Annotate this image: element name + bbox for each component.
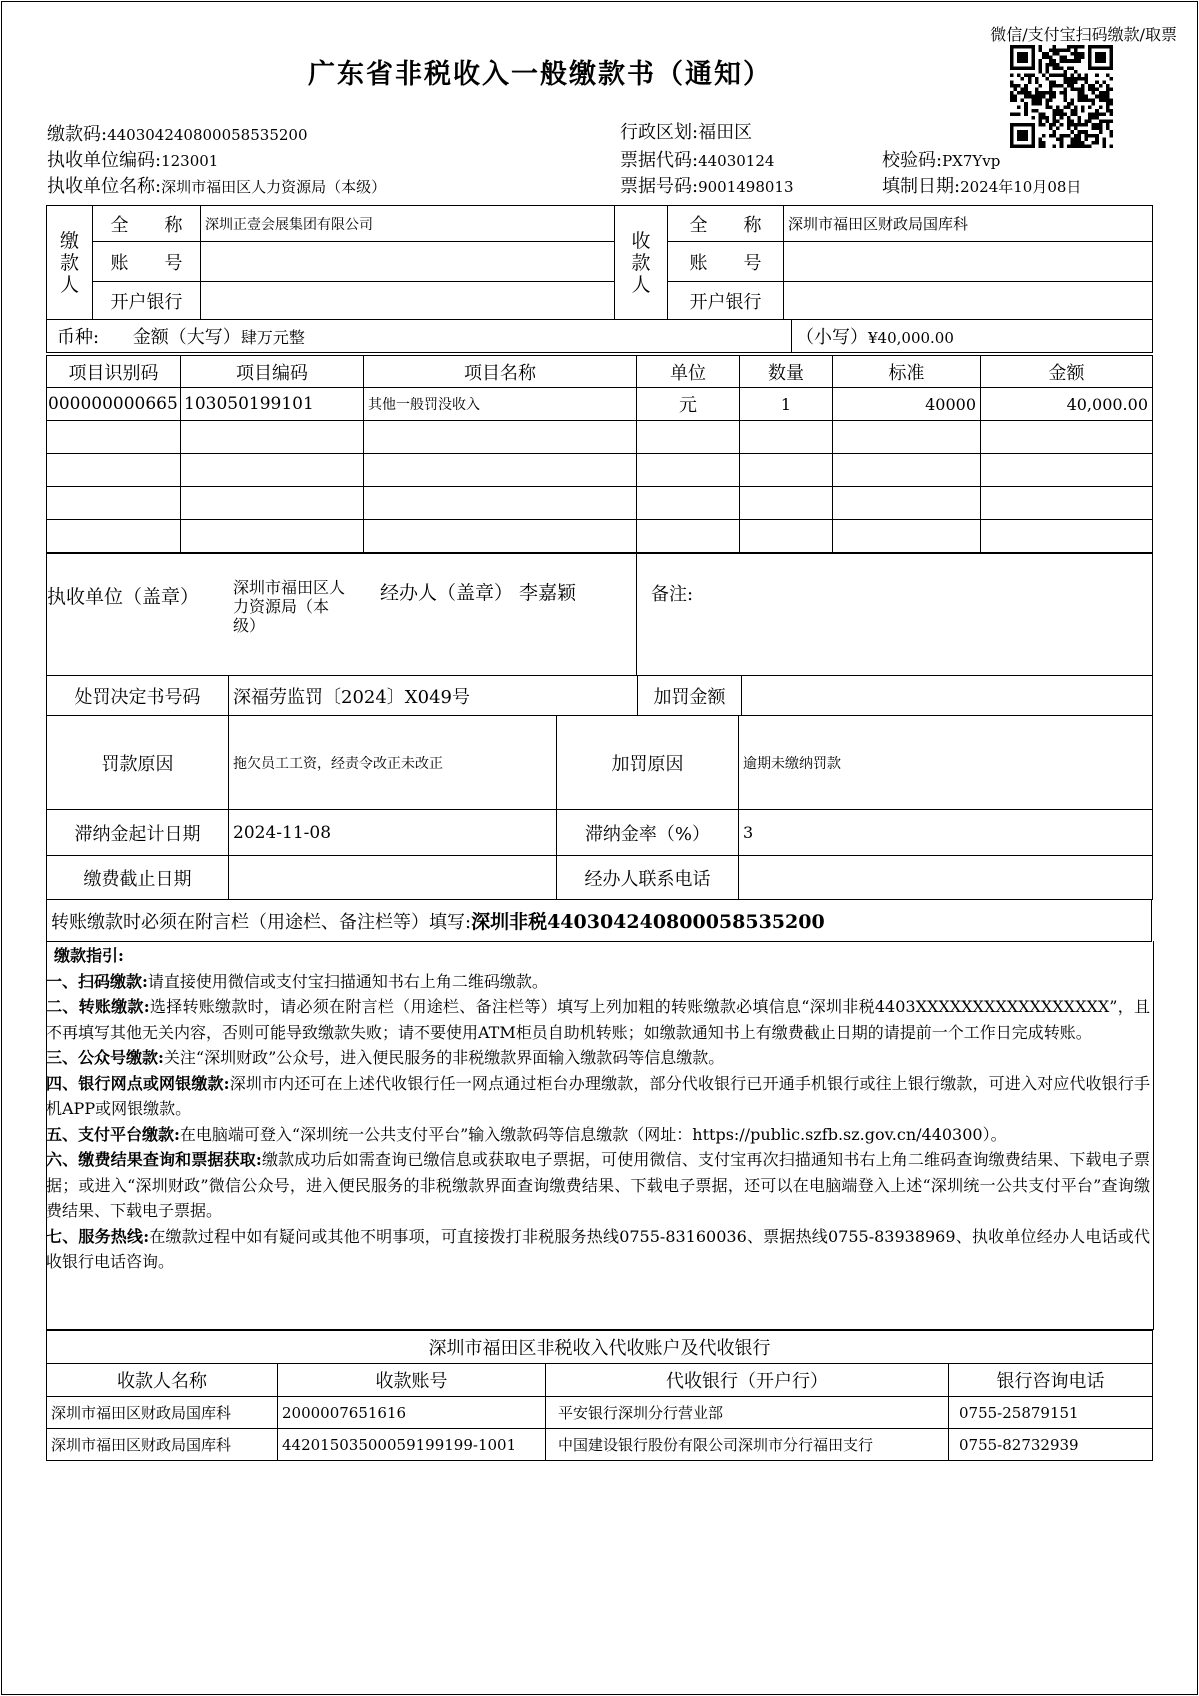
bank-header-row bbox=[47, 1364, 1153, 1397]
guide-title: 缴款指引: bbox=[54, 946, 124, 965]
table-row bbox=[47, 454, 1153, 487]
payment-code: 缴款码:440304240800058535200 bbox=[47, 124, 308, 145]
bank-phone: 0755-25879151 bbox=[949, 1397, 1153, 1429]
payee-name-label: 全 称 bbox=[668, 206, 784, 242]
table-row bbox=[47, 388, 1153, 421]
payer-side-label: 缴款人 bbox=[47, 206, 93, 320]
bank-account: 44201503500059199199-1001 bbox=[278, 1429, 546, 1461]
unit-code-value: 123001 bbox=[161, 152, 219, 170]
extra-reason-label: 加罚原因 bbox=[557, 716, 739, 810]
table-row bbox=[47, 1429, 1153, 1461]
payment-code-value: 440304240800058535200 bbox=[107, 126, 308, 144]
extra-amount bbox=[742, 676, 1153, 716]
extra-amount-label: 加罚金额 bbox=[638, 676, 742, 716]
guide-item: 七、服务热线:在缴款过程中如有疑问或其他不明事项，可直接拨打非税服务热线0755-83160036、票据热线0755-83938969、执收单位经办人电话或代收银行电话咨询。 bbox=[46, 1226, 1150, 1271]
seal-cell bbox=[47, 554, 637, 676]
region: 行政区划:福田区 bbox=[620, 122, 753, 143]
amount-big-value: 肆万元整 bbox=[240, 328, 305, 347]
item-name: 其他一般罚没收入 bbox=[364, 388, 637, 421]
bill-no: 票据号码:9001498013 bbox=[620, 176, 794, 197]
deadline bbox=[229, 856, 557, 900]
reason-label: 罚款原因 bbox=[47, 716, 229, 810]
decision-no-label: 处罚决定书号码 bbox=[47, 676, 229, 716]
transfer-table bbox=[46, 899, 1152, 942]
late-start: 2024-11-08 bbox=[229, 810, 557, 856]
bill-code-value: 44030124 bbox=[698, 152, 775, 170]
unit-name-value: 深圳市福田区人力资源局（本级） bbox=[161, 178, 387, 196]
col-header: 单位 bbox=[637, 356, 740, 388]
late-rate: 3 bbox=[739, 810, 1153, 856]
payer-account-label: 账 号 bbox=[93, 242, 201, 282]
payer-name-label: 全 称 bbox=[93, 206, 201, 242]
payer-payee-table bbox=[46, 205, 1153, 320]
payee-account-label: 账 号 bbox=[668, 242, 784, 282]
bank-payee: 深圳市福田区财政局国库科 bbox=[47, 1397, 278, 1429]
bill-code: 票据代码:44030124 bbox=[620, 150, 775, 171]
col-header: 银行咨询电话 bbox=[949, 1364, 1153, 1397]
bank-table bbox=[46, 1330, 1153, 1461]
region-value: 福田区 bbox=[698, 122, 753, 143]
payer-bank bbox=[201, 282, 615, 320]
check-code: 校验码:PX7Yvp bbox=[882, 150, 1001, 171]
unit-code: 执收单位编码:123001 bbox=[47, 150, 219, 171]
reason-table bbox=[46, 715, 1153, 900]
unit-seal-label: 执收单位（盖章） bbox=[47, 586, 200, 608]
remark-cell: 备注: bbox=[637, 554, 1153, 676]
bank-table-title: 深圳市福田区非税收入代收账户及代收银行 bbox=[47, 1331, 1153, 1364]
bank-name: 平安银行深圳分行营业部 bbox=[546, 1397, 949, 1429]
item-code: 103050199101 bbox=[181, 388, 364, 421]
bank-payee: 深圳市福田区财政局国库科 bbox=[47, 1429, 278, 1461]
scan-hint: 微信/支付宝扫码缴款/取票 bbox=[990, 25, 1177, 44]
col-header: 数量 bbox=[740, 356, 833, 388]
guide-item: 一、扫码缴款:请直接使用微信或支付宝扫描通知书右上角二维码缴款。 bbox=[46, 971, 548, 991]
late-rate-label: 滞纳金率（%） bbox=[557, 810, 739, 856]
col-header: 项目识别码 bbox=[47, 356, 181, 388]
items-header-row bbox=[47, 356, 1153, 388]
payee-name: 深圳市福田区财政局国库科 bbox=[784, 206, 1153, 242]
transfer-note: 转账缴款时必须在附言栏（用途栏、备注栏等）填写:深圳非税440304240800058535200 bbox=[47, 900, 1152, 942]
agent-seal: 经办人（盖章） 李嘉颖 bbox=[380, 582, 577, 604]
item-unit: 元 bbox=[637, 388, 740, 421]
decision-no: 深福劳监罚〔2024〕X049号 bbox=[229, 676, 638, 716]
guide-item: 三、公众号缴款:关注“深圳财政”公众号，进入便民服务的非税缴款界面输入缴款码等信息缴款。 bbox=[46, 1048, 725, 1067]
page-title: 广东省非税收入一般缴款书（通知） bbox=[308, 59, 772, 90]
table-row bbox=[47, 1397, 1153, 1429]
payee-bank-label: 开户银行 bbox=[668, 282, 784, 320]
payment-guide bbox=[46, 943, 1150, 1275]
payer-name: 深圳正壹会展集团有限公司 bbox=[201, 206, 615, 242]
guide-item: 六、缴费结果查询和票据获取:缴款成功后如需查询已缴信息或获取电子票据，可使用微信、支付宝再次扫描通知书右上角二维码查询缴费结果、下载电子票据；或进入“深圳财政”微信公众号，进入便民服务的非税缴款界面查询缴费结果、下载电子票据，还可以在电脑端登入上述“深圳统一公共支付平台”查询缴费结果、下载电子票据。 bbox=[46, 1150, 1150, 1220]
fill-date-value: 2024年10月08日 bbox=[960, 178, 1082, 196]
table-row bbox=[47, 421, 1153, 454]
col-header: 收款账号 bbox=[278, 1364, 546, 1397]
col-header: 标准 bbox=[833, 356, 981, 388]
check-code-value: PX7Yvp bbox=[942, 152, 1001, 170]
amount-table bbox=[46, 319, 1153, 353]
bank-phone: 0755-82732939 bbox=[949, 1429, 1153, 1461]
col-header: 项目名称 bbox=[364, 356, 637, 388]
agent-phone-label: 经办人联系电话 bbox=[557, 856, 739, 900]
item-qty: 1 bbox=[740, 388, 833, 421]
col-header: 金额 bbox=[981, 356, 1153, 388]
table-row bbox=[47, 520, 1153, 553]
payer-bank-label: 开户银行 bbox=[93, 282, 201, 320]
agent-phone bbox=[739, 856, 1153, 900]
penalty-table bbox=[46, 675, 1153, 716]
reason: 拖欠员工工资，经责令改正未改正 bbox=[229, 716, 557, 810]
item-amount: 40,000.00 bbox=[981, 388, 1153, 421]
unit-name: 执收单位名称:深圳市福田区人力资源局（本级） bbox=[47, 176, 387, 197]
payee-account bbox=[784, 242, 1153, 282]
bank-name: 中国建设银行股份有限公司深圳市分行福田支行 bbox=[546, 1429, 949, 1461]
amount-small: （小写）¥40,000.00 bbox=[792, 320, 1153, 353]
fill-date: 填制日期:2024年10月08日 bbox=[882, 176, 1082, 197]
late-start-label: 滞纳金起计日期 bbox=[47, 810, 229, 856]
guide-item: 四、银行网点或网银缴款:深圳市内还可在上述代收银行任一网点通过柜台办理缴款，部分代收银行已开通手机银行或往上银行缴款，可进入对应代收银行手机APP或网银缴款。 bbox=[46, 1073, 1150, 1118]
amount-small-value: ¥40,000.00 bbox=[868, 329, 954, 347]
unit-seal-name: 深圳市福田区人力资源局（本级） bbox=[233, 578, 346, 635]
agent-name: 李嘉颖 bbox=[519, 582, 577, 604]
items-table bbox=[46, 355, 1153, 553]
item-standard: 40000 bbox=[833, 388, 981, 421]
payer-account bbox=[201, 242, 615, 282]
bank-account: 2000007651616 bbox=[278, 1397, 546, 1429]
payee-side-label: 收款人 bbox=[615, 206, 668, 320]
bill-no-value: 9001498013 bbox=[698, 178, 794, 196]
item-id-code: 000000000665 bbox=[47, 388, 181, 421]
payee-bank bbox=[784, 282, 1153, 320]
extra-reason: 逾期未缴纳罚款 bbox=[739, 716, 1153, 810]
col-header: 项目编码 bbox=[181, 356, 364, 388]
col-header: 收款人名称 bbox=[47, 1364, 278, 1397]
deadline-label: 缴费截止日期 bbox=[47, 856, 229, 900]
col-header: 代收银行（开户行） bbox=[546, 1364, 949, 1397]
transfer-value: 深圳非税440304240800058535200 bbox=[471, 911, 825, 933]
seal-table bbox=[46, 553, 1153, 676]
guide-item: 五、支付平台缴款:在电脑端可登入“深圳统一公共支付平台”输入缴款码等信息缴款（网址：https://public.szfb.sz.gov.cn/440300）。 bbox=[46, 1124, 1007, 1144]
table-row bbox=[47, 487, 1153, 520]
amount-big: 币种: 金额（大写）肆万元整 bbox=[47, 320, 792, 353]
guide-item: 二、转账缴款:选择转账缴款时，请必须在附言栏（用途栏、备注栏等）填写上列加粗的转账缴款必填信息“深圳非税4403XXXXXXXXXXXXXXXXX”，且不再填写其他无关内容，否则可能导致缴款失败；请不要使用ATM柜员自助机转账；如缴款通知书上有缴费截止日期的请提前一个工作日完成转账。 bbox=[46, 997, 1150, 1042]
